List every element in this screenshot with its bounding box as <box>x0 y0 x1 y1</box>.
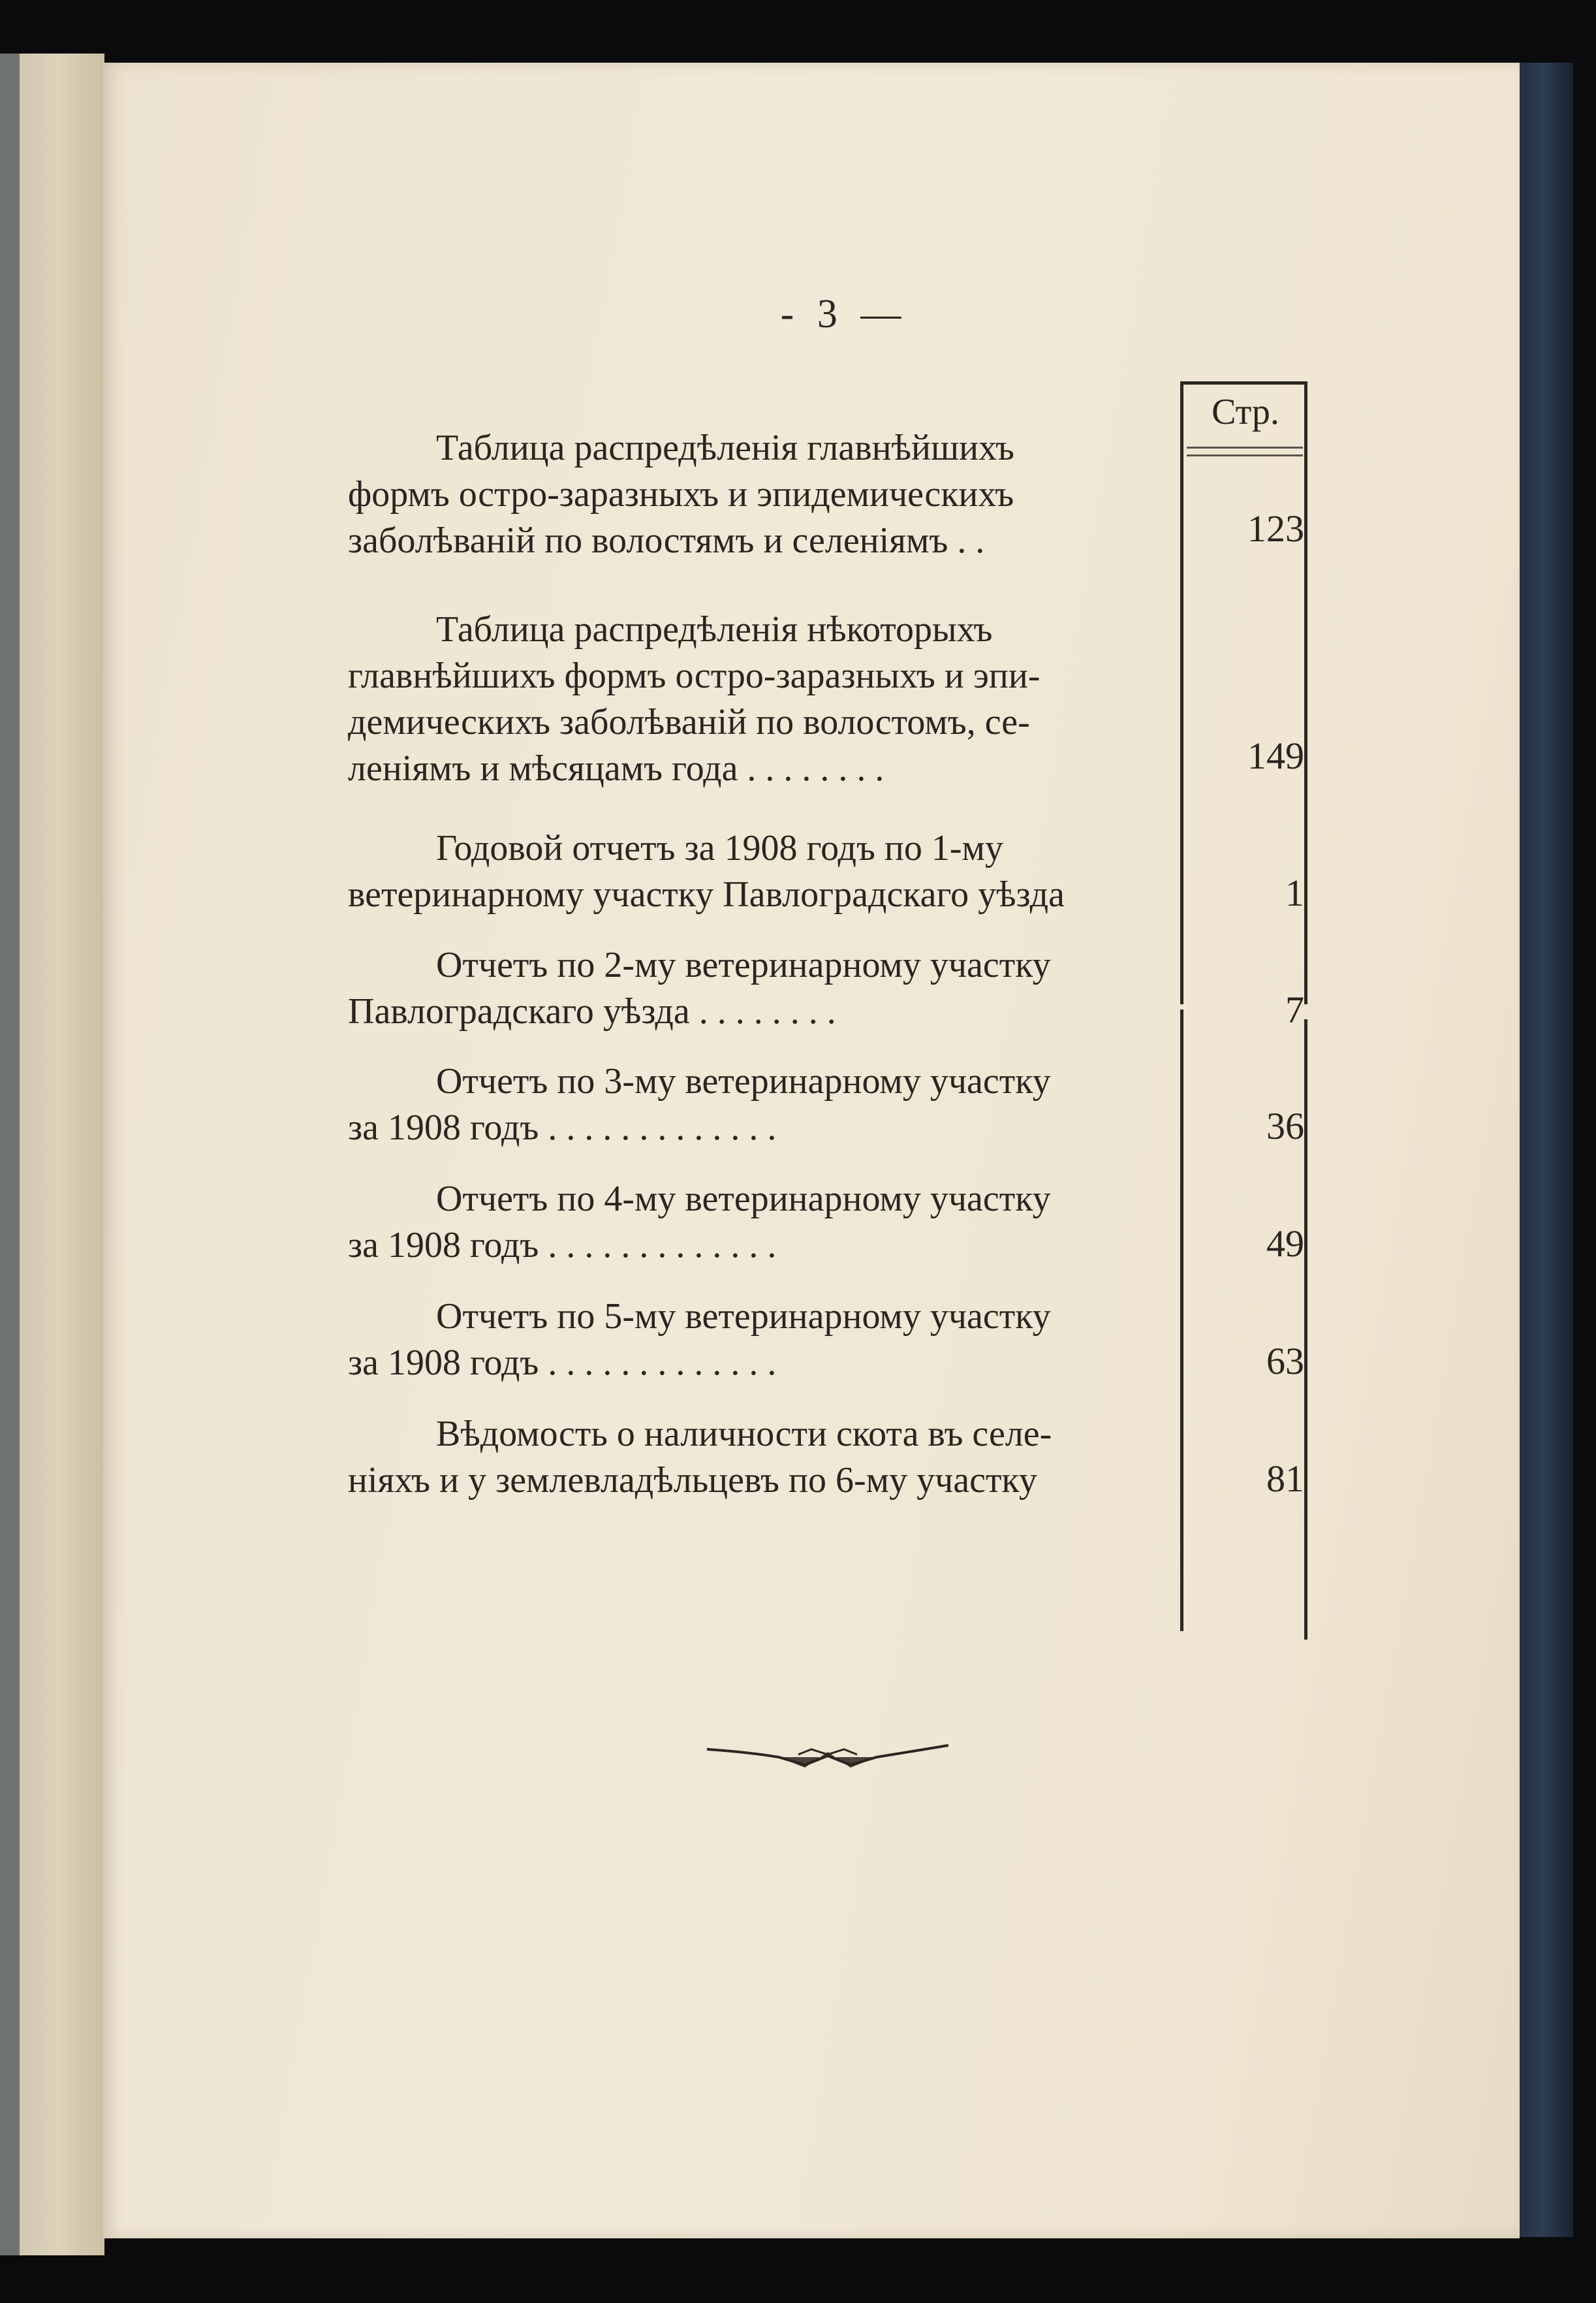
toc-entry-line: заболѣваній по волостямъ и селеніямъ . . <box>348 520 985 561</box>
toc-page-ref: 7 <box>1285 989 1304 1031</box>
toc-entry-line: формъ остро-заразныхъ и эпидемическихъ <box>348 474 1014 515</box>
toc-page-ref: 49 <box>1266 1222 1304 1265</box>
toc-page-ref: 36 <box>1266 1105 1304 1147</box>
toc-entry-line: Отчетъ по 4-му ветеринарному участку <box>436 1179 1051 1219</box>
page-number: - 3 — <box>780 292 908 336</box>
toc-entry-line: Вѣдомость о наличности скота въ селе- <box>436 1414 1052 1454</box>
toc-page-ref: 1 <box>1285 872 1304 914</box>
column-right-rule <box>1304 381 1307 1004</box>
toc-entry-line: за 1908 годъ . . . . . . . . . . . . . <box>348 1225 777 1265</box>
toc-entry-line: демическихъ заболѣваній по волостомъ, се- <box>348 702 1030 742</box>
toc-entry-line: Годовой отчетъ за 1908 годъ по 1-му <box>436 828 1003 868</box>
toc-entry <box>348 942 1151 1035</box>
toc-entry-line: Отчетъ по 2-му ветеринарному участку <box>436 945 1051 985</box>
column-header-double-rule <box>1187 447 1303 456</box>
toc-entry-line: Отчетъ по 3-му ветеринарному участку <box>436 1061 1051 1102</box>
toc-entry <box>348 1294 1151 1386</box>
toc-page-ref: 149 <box>1247 735 1304 777</box>
toc-entry-line: Таблица распредѣленія главнѣйшихъ <box>436 428 1014 468</box>
toc-entry-line: за 1908 годъ . . . . . . . . . . . . . <box>348 1107 777 1148</box>
column-right-rule <box>1304 1019 1307 1640</box>
toc-entry <box>348 1176 1151 1269</box>
toc-page-ref: 81 <box>1266 1457 1304 1500</box>
toc-entry-line: Павлоградскаго уѣзда . . . . . . . . <box>348 991 836 1032</box>
toc-entry-line: Таблица распредѣленія нѣкоторыхъ <box>436 609 993 650</box>
toc-entry <box>348 607 1151 792</box>
column-top-rule <box>1180 381 1307 385</box>
book-cover-left <box>0 54 20 2255</box>
toc-entry-line: ніяхъ и у землевладѣльцевъ по 6-му участку <box>348 1460 1037 1501</box>
toc-entry-line: главнѣйшихъ формъ остро-заразныхъ и эпи- <box>348 656 1041 696</box>
toc-page-ref: 63 <box>1266 1340 1304 1382</box>
toc-entry-line: за 1908 годъ . . . . . . . . . . . . . <box>348 1342 777 1383</box>
toc-page-ref: 123 <box>1247 507 1304 550</box>
toc-entry-line: ветеринарному участку Павлоградскаго уѣзда <box>348 874 1065 915</box>
book-page <box>103 63 1520 2238</box>
toc-entry <box>348 1411 1151 1504</box>
toc-entry <box>348 425 1151 564</box>
toc-entry-line: Отчетъ по 5-му ветеринарному участку <box>436 1296 1051 1337</box>
toc-entry <box>348 1058 1151 1151</box>
column-left-rule <box>1180 1009 1183 1631</box>
ornament-icon <box>707 1738 948 1777</box>
toc-entry-line: леніямъ и мѣсяцамъ года . . . . . . . . <box>348 748 884 789</box>
column-left-rule <box>1180 381 1183 1004</box>
toc-entry <box>348 825 1151 918</box>
page-column-header: Стр. <box>1212 392 1279 432</box>
